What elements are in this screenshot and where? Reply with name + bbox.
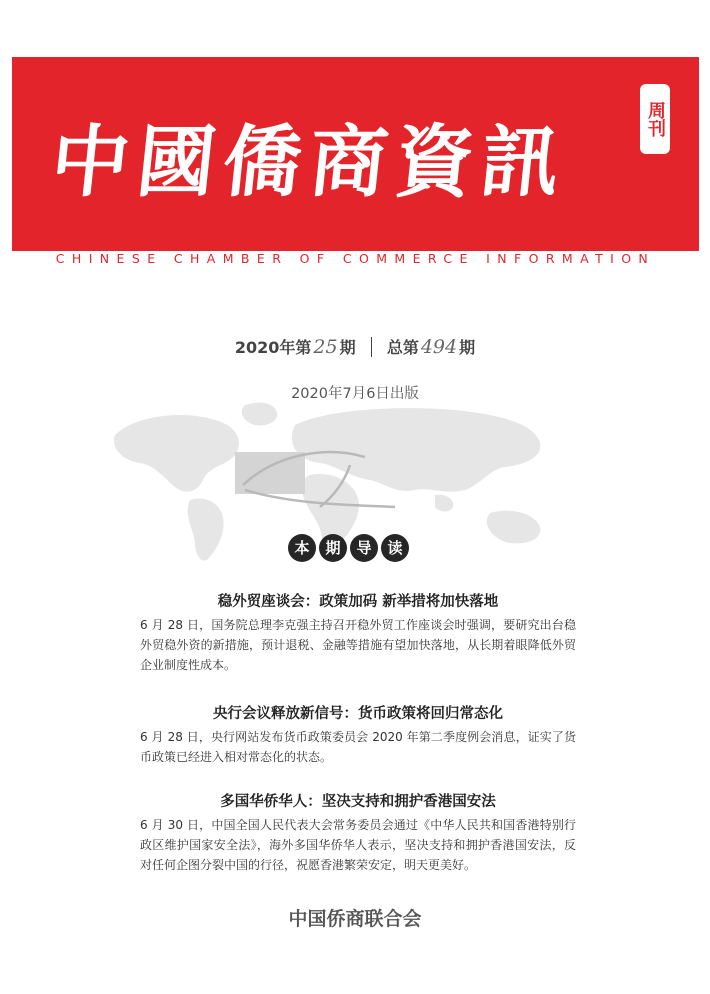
issue-total-suffix: 期	[459, 338, 476, 357]
article-title: 央行会议释放新信号：货币政策将回归常态化	[213, 706, 503, 722]
issue-total-number: 494	[420, 336, 458, 358]
weekly-seal-text: 周刊	[645, 101, 666, 137]
article-body: 6 月 28 日，国务院总理李克强主持召开稳外贸工作座谈会时强调，要研究出台稳外贸稳外资的新措施，预计退税、金融等措施有望加快落地，从长期着眼降低外贸企业制度性成本。	[140, 618, 576, 672]
masthead-title: 中國僑商資訊	[46, 117, 573, 208]
article-title: 多国华侨华人：坚决支持和拥护香港国安法	[220, 794, 496, 810]
issue-year-label: 2020年第	[234, 338, 312, 357]
article	[140, 790, 576, 875]
publication-date: 2020年7月6日出版	[291, 386, 419, 402]
article-title: 稳外贸座谈会：政策加码 新举措将加快落地	[217, 594, 499, 610]
masthead-subtitle: CHINESE CHAMBER OF COMMERCE INFORMATION	[55, 251, 656, 266]
issue-line	[0, 335, 710, 358]
issue-divider	[371, 337, 372, 357]
publisher-name: 中国侨商联合会	[288, 908, 422, 930]
section-title-char: 读	[381, 534, 409, 562]
section-title-char: 本	[288, 534, 316, 562]
article	[140, 590, 576, 675]
issue-suffix: 期	[339, 338, 356, 357]
weekly-seal	[640, 84, 670, 154]
section-title-char: 导	[350, 534, 378, 562]
article	[140, 702, 576, 767]
issue-total-label: 总第	[386, 338, 419, 357]
issue-number: 25	[313, 336, 338, 358]
article-body: 6 月 30 日，中国全国人民代表大会常务委员会通过《中华人民共和国香港特别行政区维护国家安全法》，海外多国华侨华人表示，坚决支持和拥护香港国安法，反对任何企图分裂中国的行径，祝愿香港繁荣安定，明天更美好。	[140, 818, 576, 872]
section-title	[288, 534, 409, 562]
article-body: 6 月 28 日，央行网站发布货币政策委员会 2020 年第二季度例会消息，证实了货币政策已经进入相对常态化的状态。	[140, 730, 576, 764]
section-title-char: 期	[319, 534, 347, 562]
